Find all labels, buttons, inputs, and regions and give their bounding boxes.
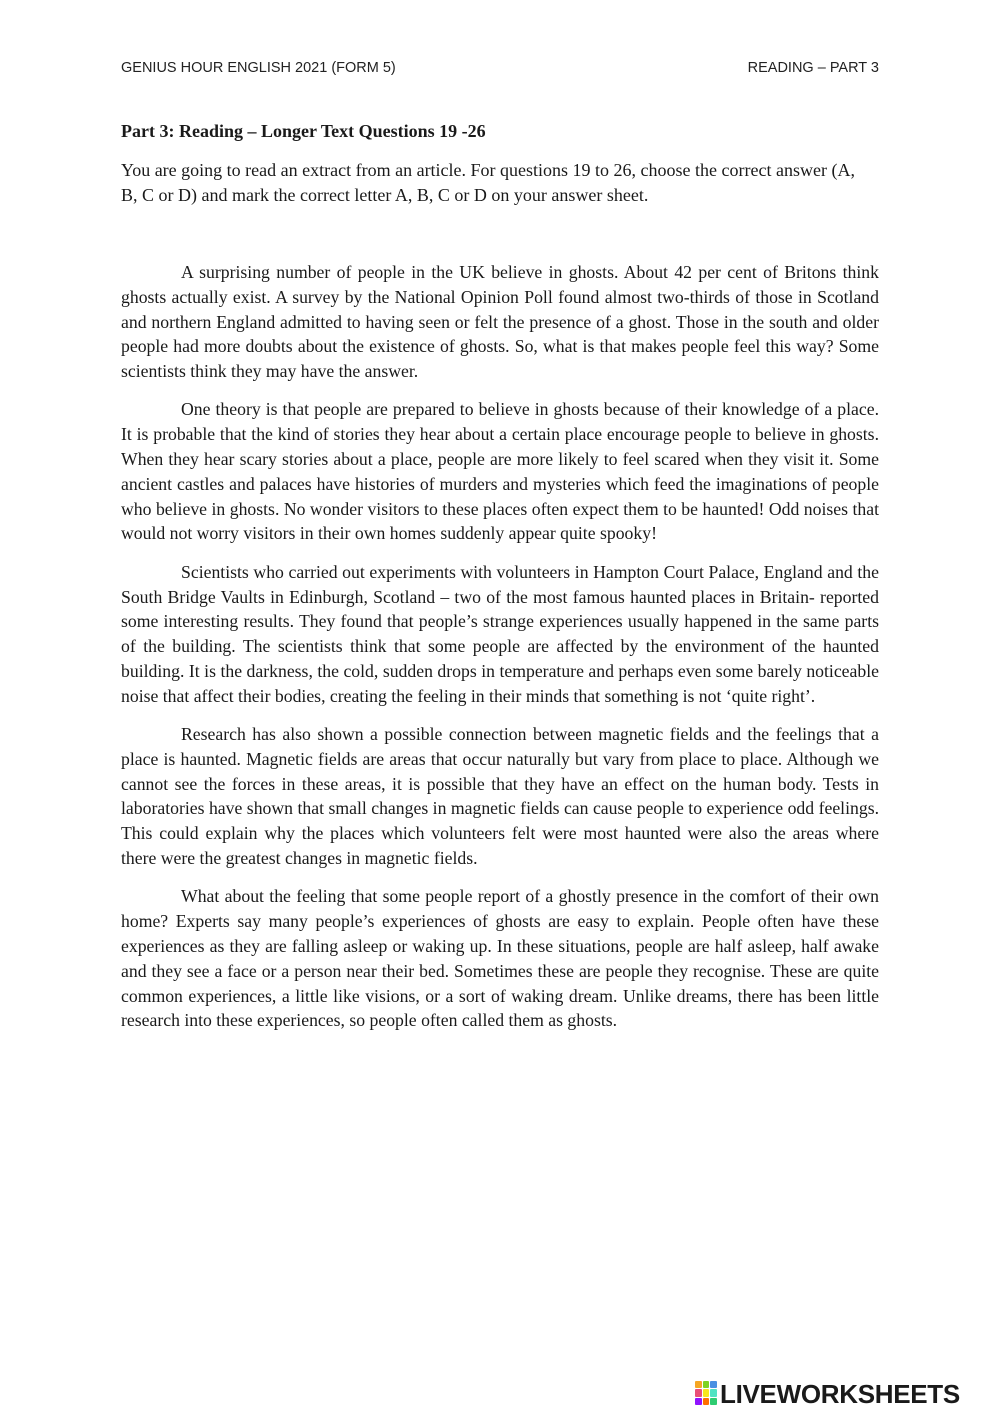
- article-paragraph-1: A surprising number of people in the UK believe in ghosts. About 42 per cent of Britons think ghosts actually exist. A survey by the National Opinion Poll found almost two-thirds of those in Scotland and northern England admitted to having seen or felt the presence of a ghost. Those in the south and older people had more doubts about the existence of ghosts. So, what is that makes people feel this way? Some scientists think they may have the answer.: [121, 262, 879, 382]
- page-header: [121, 60, 879, 82]
- part-heading: Part 3: Reading – Longer Text Questions 19 -26: [121, 121, 486, 141]
- instructions-text: You are going to read an extract from an article. For questions 19 to 26, choose the correct answer (A, B, C or D) and mark the correct letter A, B, C or D on your answer sheet.: [121, 160, 855, 205]
- logo-tile: [710, 1398, 717, 1405]
- logo-tile: [703, 1389, 710, 1396]
- header-course-title: GENIUS HOUR ENGLISH 2021 (FORM 5): [121, 60, 396, 76]
- article-paragraph-3: Scientists who carried out experiments with volunteers in Hampton Court Palace, England and the South Bridge Vaults in Edinburgh, Scotland – two of the most famous haunted places in Britain- reported some interesting results. They found that people’s strange experiences usually happened in the same parts of the building. The scientists think that some people are affected by the environment of the haunted building. It is the darkness, the cold, sudden drops in temperature and perhaps even some barely noticeable noise that affect their bodies, creating the feeling in their minds that something is not ‘quite right’.: [121, 561, 879, 706]
- logo-tile: [710, 1381, 717, 1388]
- article-body: [121, 260, 879, 1047]
- article-paragraph-2: One theory is that people are prepared to believe in ghosts because of their knowledge of a place. It is probable that the kind of stories they hear about a certain place encourage people to believe in ghosts. When they hear scary stories about a place, people are more likely to feel scared when they visit it. Some ancient castles and palaces have histories of murders and mysteries which feed the imaginations of people who believe in ghosts. No wonder visitors to these places often expect them to be haunted! Odd noises that would not worry visitors in their own homes suddenly appear quite spooky!: [121, 399, 879, 544]
- logo-text: LIVEWORKSHEETS: [720, 1379, 960, 1409]
- logo-tile: [703, 1398, 710, 1405]
- header-section-label: READING – PART 3: [747, 60, 879, 76]
- article-paragraph-4: Research has also shown a possible connection between magnetic fields and the feelings that a place is haunted. Magnetic fields are areas that occur naturally but vary from place to place. Although we cannot see the forces in these areas, it is possible that they have an effect on the human body. Tests in laboratories have shown that small changes in magnetic fields can cause people to experience odd feelings. This could explain why the places which volunteers felt were most haunted were also the areas where there were the greatest changes in magnetic fields.: [121, 724, 879, 869]
- logo-tile: [695, 1398, 702, 1405]
- article-paragraph-5: What about the feeling that some people report of a ghostly presence in the comfort of their own home? Experts say many people’s experiences of ghosts are easy to explain. People often have these experiences as they are falling asleep or waking up. In these situations, people are half asleep, half awake and they see a face or a person near their bed. Sometimes these are people they recognise. These are quite common experiences, a little like visions, or a sort of waking dream. Unlike dreams, there has been little research into these experiences, so people often called them as ghosts.: [121, 886, 879, 1031]
- logo-icon: [695, 1381, 717, 1405]
- liveworksheets-logo[interactable]: [695, 1379, 993, 1409]
- logo-tile: [695, 1381, 702, 1388]
- logo-tile: [710, 1389, 717, 1396]
- logo-tile: [695, 1389, 702, 1396]
- logo-tile: [703, 1381, 710, 1388]
